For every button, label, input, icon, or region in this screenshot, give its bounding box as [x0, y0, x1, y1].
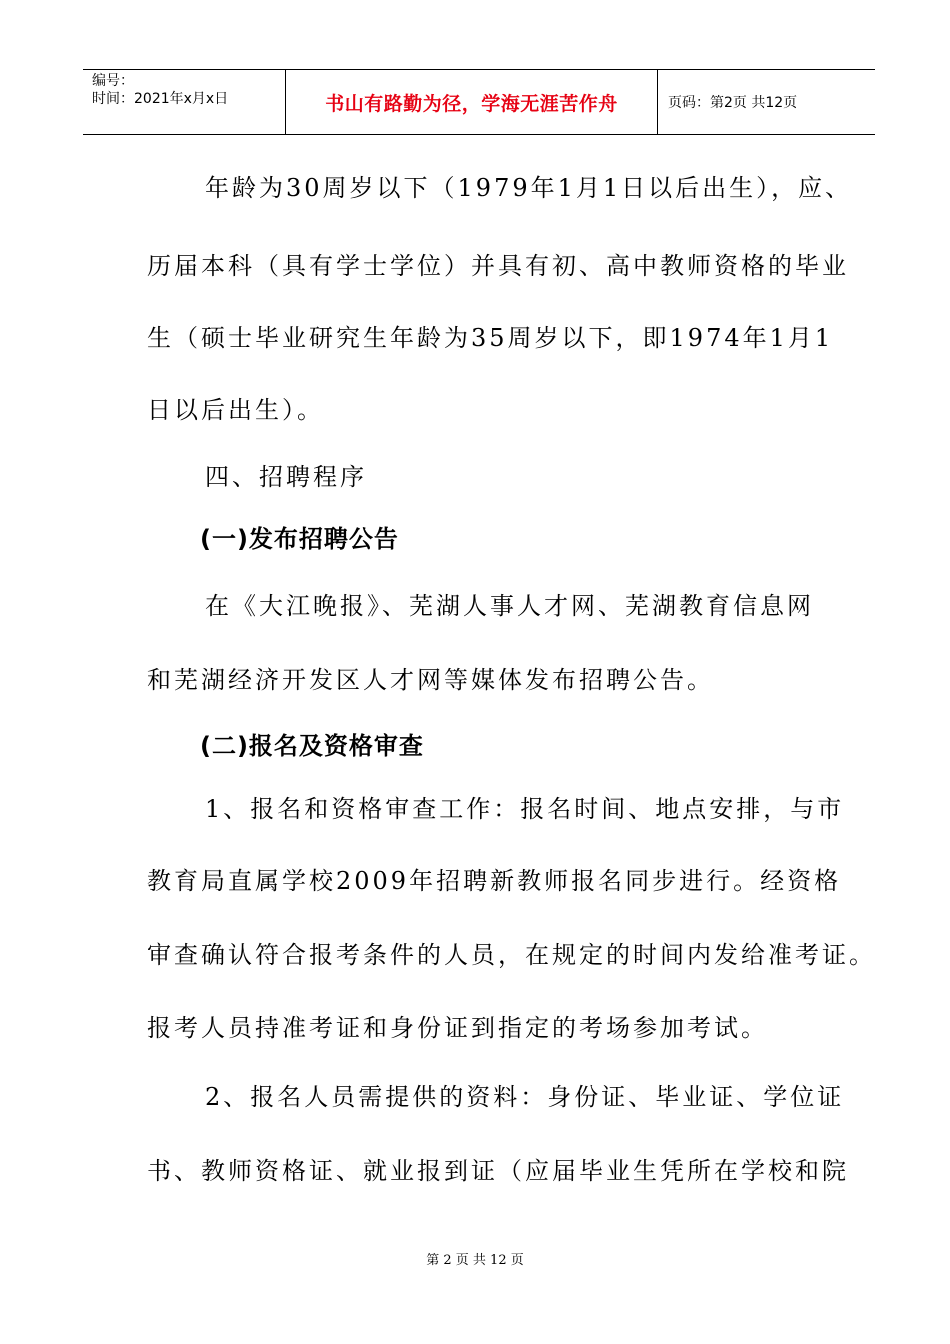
document-time-label: 时间：2021年x月x日: [92, 91, 229, 107]
header-motto: 书山有路勤为径，学海无涯苦作舟: [325, 92, 618, 115]
body-paragraph-line: 教育局直属学校2009年招聘新教师报名同步进行。经资格: [147, 867, 842, 895]
header-motto-cell: [285, 70, 658, 134]
body-paragraph-line: 1、报名和资格审查工作：报名时间、地点安排，与市: [205, 795, 845, 823]
body-paragraph-line: 历届本科（具有学士学位）并具有初、高中教师资格的毕业: [147, 252, 849, 280]
body-paragraph-line: 书、教师资格证、就业报到证（应届毕业生凭所在学校和院: [147, 1157, 849, 1185]
body-paragraph-line: 和芜湖经济开发区人才网等媒体发布招聘公告。: [147, 666, 714, 694]
subsection-heading: (一)发布招聘公告: [200, 525, 399, 553]
body-paragraph-line: 日以后出生）。: [147, 396, 324, 424]
page-header: [83, 69, 875, 135]
section-heading: 四、招聘程序: [205, 463, 367, 491]
body-paragraph-line: 报考人员持准考证和身份证到指定的考场参加考试。: [147, 1014, 768, 1042]
body-paragraph-line: 生（硕士毕业研究生年龄为35周岁以下，即1974年1月1: [147, 324, 834, 352]
body-paragraph-line: 在《大江晚报》、芜湖人事人才网、芜湖教育信息网: [205, 592, 814, 620]
subsection-heading: (二)报名及资格审查: [200, 732, 424, 760]
header-meta: [83, 70, 285, 134]
page-footer: 第 2 页 共 12 页: [426, 1253, 524, 1268]
body-paragraph-line: 2、报名人员需提供的资料：身份证、毕业证、学位证: [205, 1083, 845, 1111]
body-paragraph-line: 审查确认符合报考条件的人员，在规定的时间内发给准考证。: [147, 941, 876, 969]
document-number-label: 编号：: [92, 73, 134, 89]
header-page-info: 页码：第2页 共12页: [668, 95, 798, 111]
body-paragraph-line: 年龄为30周岁以下（1979年1月1日以后出生），应、: [205, 174, 853, 202]
header-page-info-cell: [658, 70, 875, 134]
